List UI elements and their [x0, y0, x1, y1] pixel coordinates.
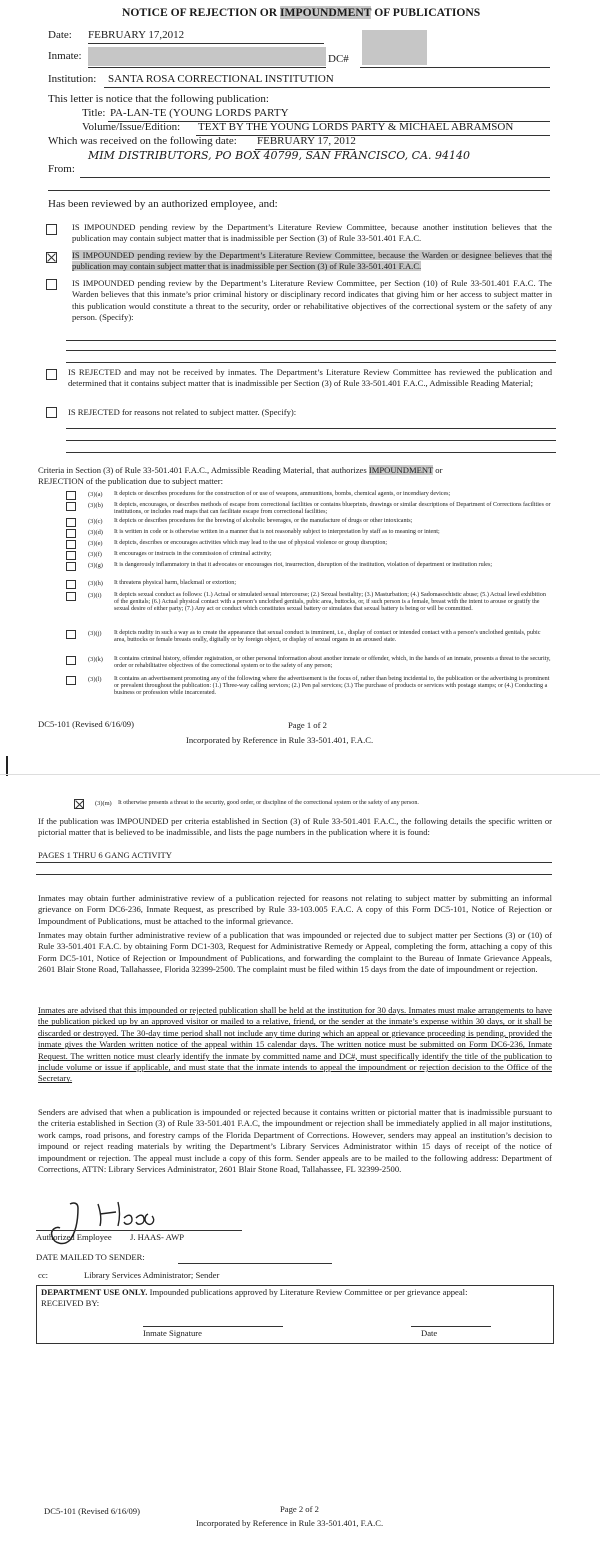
- inmate-label: Inmate:: [48, 50, 82, 62]
- found-pages-value: PAGES 1 THRU 6 GANG ACTIVITY: [38, 850, 172, 860]
- publication-title-value: PA-LAN-TE (YOUNG LORDS PARTY: [110, 107, 289, 119]
- review-paragraph-1: Inmates may obtain further administrative review of a publication rejected for reasons not relating to subject matter by submitting an informal grievance on Form DC6-236, Inmate Request, as prescribed by Rule 33-103.005 F.A.C. A copy of this Form DC5-101, Notice of Rejection or Impoundment of Publications, must be attached to the informal grievance.: [38, 893, 552, 926]
- incorporated-by-reference-page-2: Incorporated by Reference in Rule 33-501.401, F.A.C.: [196, 1518, 384, 1528]
- received-date-label: Which was received on the following date:: [48, 135, 237, 147]
- criterion-checkbox[interactable]: [66, 656, 76, 665]
- criterion-code: (3)(k): [88, 656, 103, 663]
- form-id-page-2: DC5-101 (Revised 6/16/09): [44, 1506, 140, 1516]
- criterion-checkbox[interactable]: [66, 529, 76, 538]
- criterion-m-text: It otherwise presents a threat to the security, good order, or discipline of the correctional system or the safety of any person.: [118, 800, 419, 806]
- cc-label: cc:: [38, 1270, 49, 1280]
- criterion-text: It depicts or describes procedures for the brewing of alcoholic beverages, or the manufacture of drugs or other intoxicants;: [114, 518, 413, 524]
- criterion-text: It threatens physical harm, blackmail or extortion;: [114, 580, 237, 586]
- criterion-code: (3)(g): [88, 562, 103, 569]
- option1-text: IS IMPOUNDED pending review by the Department’s Literature Review Committee, because another institution believes that the publication may contain subject matter that is inadmissible per Section (3) of Rule 33-501.401 F.A.C.: [72, 222, 552, 244]
- criterion-text: It depicts sexual conduct as follows: (1.) Actual or simulated sexual intercourse; (2.) Sexual bestiality; (3.) Masturbation; (4.) Sadomasochistic abuse; (5.) Actual lewd exhibition of the genitals; (6.) Actual physical contact with a person’s unclothed genitals, pubic area, buttocks, or, if such person is a female, breast with the intent to arouse or gratify the sexual desire of either party; (7.) Any act or conduct which constitutes sexual battery or simulates that sexual battery is being or will be committed.: [114, 592, 546, 613]
- option4-text: IS REJECTED and may not be received by inmates. The Department’s Literature Review Committee has reviewed the publication and determined that it contains subject matter that is inadmissible per Section (3) of Rule 33-501.401 F.A.C., Admissible Reading Material;: [68, 367, 552, 389]
- redacted-dc-number: [362, 30, 427, 65]
- criterion-checkbox[interactable]: [66, 562, 76, 571]
- date-value: FEBRUARY 17,2012: [88, 29, 185, 41]
- criterion-text: It depicts, describes or encourages activities which may lead to the use of physical violence or group disruption;: [114, 540, 388, 546]
- volume-value: TEXT BY THE YOUNG LORDS PARTY & MICHAEL ABRAMSON: [198, 121, 514, 133]
- senders-paragraph: Senders are advised that when a publication is impounded or rejected because it contains written or pictorial matter that is inadmissible pursuant to the criteria established in Section (3) of Rule 33-501.401 F.A.C, the impoundment or rejection shall be immediately applied in all major institutions, work camps, road prisons, and forestry camps of the Florida Department of Corrections. However, senders may appeal an institution’s decision to impound or reject reading materials by writing the Department’s Library Services Administrator within 15 days of receipt of the notice of impoundment or rejection. The appeal must include a copy of this form. Sender appeals are to be mailed to the following address: Department of Corrections, ATTN: Library Services Administrator, 2601 Blair Stone Road, Tallahassee, FL 32399-2500.: [38, 1107, 552, 1175]
- institution-value: SANTA ROSA CORRECTIONAL INSTITUTION: [108, 73, 334, 85]
- option3-text: IS IMPOUNDED pending review by the Department’s Literature Review Committee, per Section (10) of Rule 33-501.401 F.A.C. The Warden believes that this inmate’s prior criminal history or disciplinary record indicates that giving him or her access to subject matter in this publication would constitute a threat to the security, order or rehabilitative objectives of the correctional system or the safety of any person. (Specify):: [72, 278, 552, 323]
- criterion-code: (3)(e): [88, 540, 103, 547]
- criterion-text: It encourages or instructs in the commission of criminal activity;: [114, 551, 272, 557]
- from-label: From:: [48, 163, 75, 175]
- option2-text: IS IMPOUNDED pending review by the Department’s Literature Review Committee, because the Warden or designee believes that the publication may contain subject matter that is inadmissible per Section (3) of Rule 33-501.401 F.A.C.: [72, 250, 552, 272]
- option5-text: IS REJECTED for reasons not related to subject matter. (Specify):: [68, 407, 297, 417]
- option2-checkbox-checked[interactable]: [46, 252, 57, 263]
- institution-label: Institution:: [48, 73, 97, 85]
- criterion-code: (3)(l): [88, 676, 102, 683]
- criterion-m-code: (3)(m): [95, 800, 112, 807]
- authorized-employee-label: Authorized Employee: [36, 1232, 112, 1242]
- authorized-employee-value: J. HAAS- AWP: [130, 1232, 184, 1242]
- inmate-signature-label: Inmate Signature: [143, 1328, 202, 1338]
- department-use-header: DEPARTMENT USE ONLY. Impounded publications approved by Literature Review Committee or per grievance appeal:: [41, 1287, 468, 1297]
- criterion-code: (3)(c): [88, 518, 103, 525]
- scan-edge-mark: [6, 756, 8, 776]
- criterion-text: It is dangerously inflammatory in that it advocates or encourages riot, insurrection, disruption of the institution, violation of department or institution rules;: [114, 562, 493, 568]
- criterion-checkbox[interactable]: [66, 518, 76, 527]
- criterion-checkbox[interactable]: [66, 592, 76, 601]
- criterion-code: (3)(f): [88, 551, 102, 558]
- criterion-code: (3)(j): [88, 630, 102, 637]
- criterion-text: It contains an advertisement promoting any of the following where the advertisement is the focus of, rather than being incidental to, the publication or the advertising is prominent or prevalent throughout the publication: (1.) Three-way calling services; (2.) Pen pal services; (3.) The purchase of products or services with postage stamps; or (4.) Conducting a business or profession while incarcerated.: [114, 676, 550, 697]
- criterion-checkbox[interactable]: [66, 491, 76, 500]
- impounded-details-text: If the publication was IMPOUNDED per criteria established in Section (3) of Rule 33-501.401 F.A.C., the following details the specific written or pictorial matter that is believed to be inadmissible, and lists the page numbers in the publication where it is found:: [38, 816, 552, 838]
- advised-paragraph: Inmates are advised that this impounded or rejected publication shall be held at the institution for 30 days. Inmates must make arrangements to have the publication picked up by an approved visitor or mailed to a relative, friend, or the sender at the inmate’s expense within 30 days, or it shall be discarded or destroyed. The 30-day time period shall not include any time during which an appeal or grievance proceeding is pending, provided the inmate gives the Warden written notice of the appeal within 15 calendar days. The written notice must be submitted on Form DC6-236, Inmate Request. The written notice must clearly identify the inmate by committed name and DC#, must specifically identify the title of the publication to include volume or issue if applicable, and must state that the inmate intends to appeal the impoundment or rejection decision to the Office of the Secretary.: [38, 1005, 552, 1084]
- criterion-checkbox[interactable]: [66, 502, 76, 511]
- cc-value: Library Services Administrator; Sender: [84, 1270, 220, 1280]
- criterion-checkbox[interactable]: [66, 551, 76, 560]
- option5-checkbox[interactable]: [46, 407, 57, 418]
- date-field-label: Date: [421, 1328, 438, 1338]
- criterion-text: It depicts nudity in such a way as to create the appearance that sexual conduct is imminent, i.e., display of contact or intended contact with a person’s unclothed genitals, pubic area, buttocks or female breasts orally, digitally or by foreign object, or display of sexual organs in an aroused state.: [114, 630, 541, 644]
- page-number-page-2: Page 2 of 2: [280, 1504, 319, 1514]
- option1-checkbox[interactable]: [46, 224, 57, 235]
- criterion-checkbox[interactable]: [66, 540, 76, 549]
- criterion-text: It contains criminal history, offender registration, or other personal information about another inmate or offender, which, in the hands of an inmate, presents a threat to the security, order or rehabilitative objectives of the correctional system or to the safety of any person;: [114, 656, 551, 670]
- publication-title-label: Title:: [82, 107, 106, 119]
- page-title: NOTICE OF REJECTION OR IMPOUNDMENT OF PUBLICATIONS: [122, 6, 481, 19]
- criterion-checkbox[interactable]: [66, 580, 76, 589]
- incorporated-by-reference: Incorporated by Reference in Rule 33-501.401, F.A.C.: [186, 735, 374, 745]
- criterion-text: It depicts or describes procedures for the construction of or use of weapons, ammunitions, bombs, chemical agents, or incendiary devices;: [114, 491, 451, 497]
- criterion-m-checkbox-checked[interactable]: [74, 799, 84, 809]
- criterion-code: (3)(d): [88, 529, 103, 536]
- redacted-inmate-name: [88, 47, 326, 66]
- criterion-checkbox[interactable]: [66, 676, 76, 685]
- department-use-box: [36, 1285, 554, 1344]
- page-divider: [0, 774, 600, 775]
- date-label: Date:: [48, 29, 72, 41]
- notice-intro: This letter is notice that the following publication:: [48, 93, 269, 105]
- reviewed-statement: Has been reviewed by an authorized employee, and:: [48, 198, 278, 210]
- criterion-code: (3)(b): [88, 502, 103, 509]
- form-id: DC5-101 (Revised 6/16/09): [38, 719, 134, 729]
- date-mailed-label: DATE MAILED TO SENDER:: [36, 1252, 145, 1262]
- criterion-text: It depicts, encourages, or describes methods of escape from correctional facilities or contains blueprints, drawings or similar descriptions of Department of Corrections facilities or institutions, or includes road maps that can facilitate escape from correctional facilities;: [114, 502, 551, 516]
- criterion-code: (3)(h): [88, 580, 103, 587]
- option3-checkbox[interactable]: [46, 279, 57, 290]
- handwritten-signature: [40, 1192, 170, 1252]
- received-by-label: RECEIVED BY:: [41, 1298, 100, 1308]
- option4-checkbox[interactable]: [46, 369, 57, 380]
- review-paragraph-2: Inmates may obtain further administrative review of a publication that was impounded or rejected due to subject matter per Sections (3) or (10) of Rule 33-501.401 F.A.C. by obtaining Form DC1-303, Request for Administrative Remedy or Appeal, completing the form, attaching a copy of this Form DC5-101, Notice of Rejection or Impoundment of Publications, and forwarding the complaint to the Bureau of Inmate Grievance Appeals, 2601 Blair Stone Road, Tallahassee, Florida 32399-2500. The complaint must be filed within 15 days from the date of impoundment or rejection.: [38, 930, 552, 975]
- criterion-checkbox[interactable]: [66, 630, 76, 639]
- criterion-code: (3)(i): [88, 592, 102, 599]
- dc-number-label: DC#: [328, 53, 349, 65]
- criteria-intro: Criteria in Section (3) of Rule 33-501.401 F.A.C., Admissible Reading Material, that authorizes IMPOUNDMENT or REJECTION of the publication due to subject matter:: [38, 465, 443, 487]
- volume-label: Volume/Issue/Edition:: [82, 121, 181, 133]
- handwritten-sender-address: MIM DISTRIBUTORS, PO BOX 40799, SAN FRANCISCO, CA. 94140: [88, 149, 471, 162]
- page-number: Page 1 of 2: [288, 720, 327, 730]
- received-date-value: FEBRUARY 17, 2012: [257, 135, 356, 147]
- criterion-code: (3)(a): [88, 491, 103, 498]
- criterion-text: It is written in code or is otherwise written in a manner that is not reasonably subject to interpretation by staff as to meaning or intent;: [114, 529, 440, 535]
